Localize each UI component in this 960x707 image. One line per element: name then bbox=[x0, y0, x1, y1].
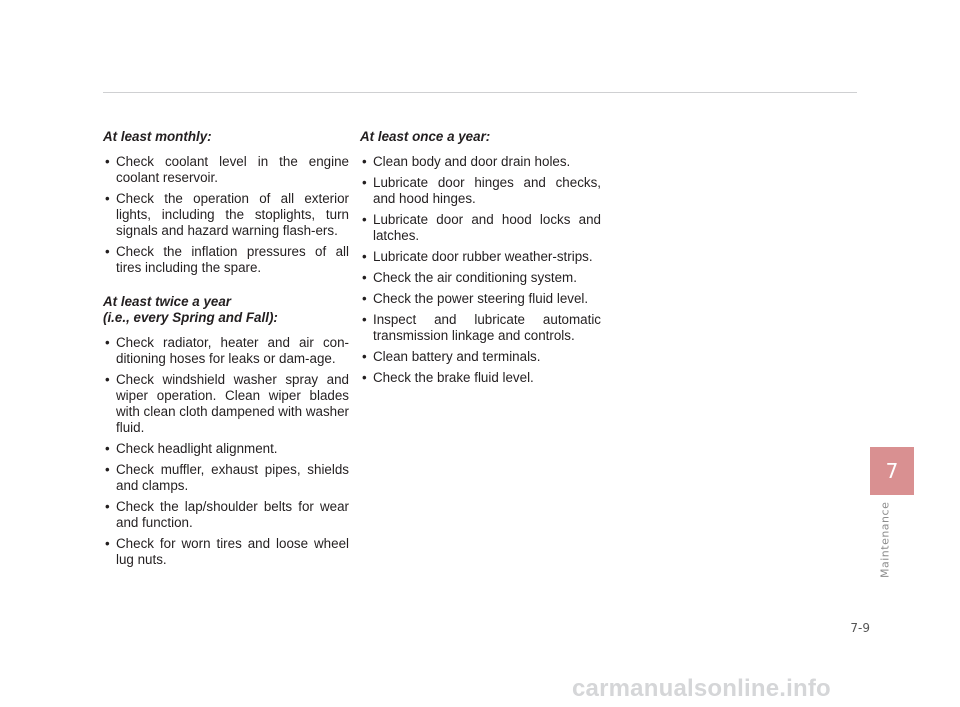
bullet-icon: • bbox=[362, 175, 367, 190]
list-item-text: Clean body and door drain holes. bbox=[373, 154, 571, 169]
list-item-text: Check the power steering fluid level. bbox=[373, 291, 589, 306]
bullet-icon: • bbox=[105, 372, 110, 387]
bullet-icon: • bbox=[105, 244, 110, 259]
list-item-text: Check the air conditioning system. bbox=[373, 270, 577, 285]
monthly-heading-text: At least monthly: bbox=[103, 129, 212, 144]
watermark: carmanualsonline.info bbox=[572, 675, 831, 702]
list-item bbox=[103, 244, 349, 276]
monthly-heading bbox=[103, 129, 349, 145]
header-rule bbox=[103, 92, 857, 93]
list-item-text: Check muffler, exhaust pipes, shields and clamps. bbox=[116, 462, 349, 493]
bullet-icon: • bbox=[105, 499, 110, 514]
twice-year-section bbox=[103, 294, 349, 568]
list-item-text: Check radiator, heater and air con-ditioning hoses for leaks or dam-age. bbox=[116, 335, 349, 366]
chapter-number: 7 bbox=[885, 459, 899, 483]
list-item bbox=[360, 249, 601, 265]
twice-year-heading bbox=[103, 294, 349, 326]
list-item bbox=[103, 191, 349, 239]
list-item bbox=[360, 270, 601, 286]
list-item bbox=[360, 370, 601, 386]
bullet-icon: • bbox=[362, 349, 367, 364]
list-item bbox=[103, 441, 349, 457]
right-column bbox=[360, 129, 601, 391]
bullet-icon: • bbox=[362, 312, 367, 327]
list-item bbox=[103, 335, 349, 367]
yearly-section bbox=[360, 129, 601, 386]
list-item-text: Check windshield washer spray and wiper operation. Clean wiper blades with clean cloth dampened with washer fluid. bbox=[116, 372, 349, 435]
bullet-icon: • bbox=[362, 249, 367, 264]
list-item-text: Lubricate door hinges and checks, and hood hinges. bbox=[373, 175, 601, 206]
monthly-list bbox=[103, 154, 349, 276]
bullet-icon: • bbox=[105, 462, 110, 477]
list-item-text: Check coolant level in the engine coolant reservoir. bbox=[116, 154, 349, 185]
list-item-text: Lubricate door rubber weather-strips. bbox=[373, 249, 593, 264]
list-item bbox=[103, 499, 349, 531]
page-number: 7-9 bbox=[850, 621, 870, 635]
list-item bbox=[360, 291, 601, 307]
twice-year-heading-line2: (i.e., every Spring and Fall): bbox=[103, 310, 278, 325]
list-item-text: Check the operation of all exterior lights, including the stoplights, turn signals and hazard warning flash-ers. bbox=[116, 191, 349, 238]
list-item-text: Check headlight alignment. bbox=[116, 441, 278, 456]
list-item-text: Inspect and lubricate automatic transmission linkage and controls. bbox=[373, 312, 601, 343]
left-column bbox=[103, 129, 349, 573]
list-item-text: Check the lap/shoulder belts for wear and function. bbox=[116, 499, 349, 530]
yearly-list bbox=[360, 154, 601, 386]
list-item bbox=[360, 312, 601, 344]
list-item-text: Check the inflation pressures of all tires including the spare. bbox=[116, 244, 349, 275]
monthly-section bbox=[103, 129, 349, 276]
yearly-heading-text: At least once a year: bbox=[360, 129, 491, 144]
twice-year-list bbox=[103, 335, 349, 568]
bullet-icon: • bbox=[105, 441, 110, 456]
bullet-icon: • bbox=[362, 154, 367, 169]
list-item-text: Lubricate door and hood locks and latches. bbox=[373, 212, 601, 243]
bullet-icon: • bbox=[362, 370, 367, 385]
list-item-text: Check for worn tires and loose wheel lug nuts. bbox=[116, 536, 349, 567]
yearly-heading bbox=[360, 129, 601, 145]
bullet-icon: • bbox=[105, 154, 110, 169]
chapter-label: Maintenance bbox=[878, 501, 892, 579]
bullet-icon: • bbox=[362, 291, 367, 306]
list-item bbox=[103, 536, 349, 568]
list-item bbox=[103, 372, 349, 436]
list-item bbox=[360, 212, 601, 244]
bullet-icon: • bbox=[105, 335, 110, 350]
bullet-icon: • bbox=[105, 191, 110, 206]
chapter-tab bbox=[870, 447, 914, 495]
list-item-text: Check the brake fluid level. bbox=[373, 370, 534, 385]
list-item bbox=[360, 154, 601, 170]
list-item-text: Clean battery and terminals. bbox=[373, 349, 541, 364]
bullet-icon: • bbox=[362, 270, 367, 285]
twice-year-heading-line1: At least twice a year bbox=[103, 294, 232, 309]
bullet-icon: • bbox=[105, 536, 110, 551]
list-item bbox=[360, 349, 601, 365]
list-item bbox=[360, 175, 601, 207]
bullet-icon: • bbox=[362, 212, 367, 227]
list-item bbox=[103, 154, 349, 186]
list-item bbox=[103, 462, 349, 494]
